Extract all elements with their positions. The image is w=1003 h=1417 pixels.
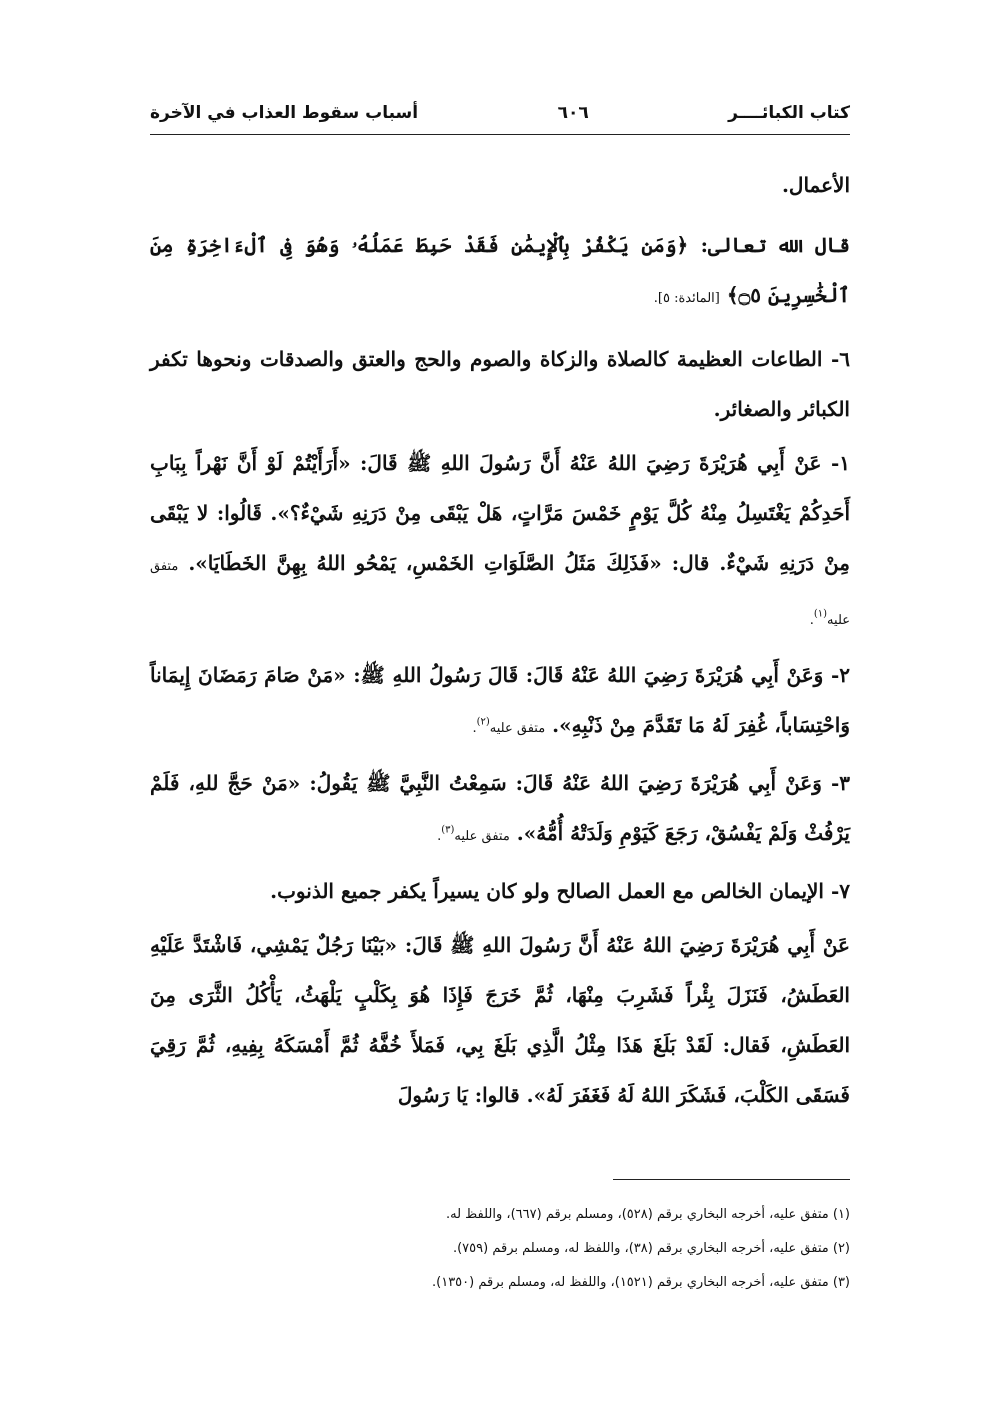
hadith-1: ١- عَنْ أَبِي هُرَيْرَةَ رَضِيَ اللهُ عَنْهُ أَنَّ رَسُولَ اللهِ ﷺ قَالَ: «أَرَأَيْتُمْ لَوْ أَنَّ نَهْراً بِبَابِ أَحَدِكُمْ يَغْتَسِلُ مِنْهُ كُلَّ يَوْمٍ خَمْسَ مَرَّاتٍ، هَلْ يَبْقَى مِنْ دَرَنِهِ شَيْءٌ؟». قَالُوا: لا يَبْقَى مِنْ دَرَنِهِ شَيْءٌ. قال: «فَذَلِكَ مَثَلُ الصَّلَوَاتِ الخَمْسِ، يَمْحُو اللهُ بِهِنَّ الخَطَايَا». متفق عليه$^{(١)}$.	[150, 451, 850, 628]
paragraph-continuation: الأعمال.	[781, 173, 850, 197]
hadith-2-text: ٢- وَعَنْ أَبِي هُرَيْرَةَ رَضِيَ اللهُ عَنْهُ قَالَ: قَالَ رَسُولُ اللهِ ﷺ: «مَنْ صَامَ رَمَضَانَ إِيمَاناً وَاحْتِسَاباً، غُفِرَ لَهُ مَا تَقَدَّمَ مِنْ ذَنْبِهِ».	[150, 663, 850, 737]
footnote-rule	[613, 1179, 850, 1180]
hadith-1-text: ١- عَنْ أَبِي هُرَيْرَةَ رَضِيَ اللهُ عَنْهُ أَنَّ رَسُولَ اللهِ ﷺ قَالَ: «أَرَأَيْتُمْ لَوْ أَنَّ نَهْراً بِبَابِ أَحَدِكُمْ يَغْتَسِلُ مِنْهُ كُلَّ يَوْمٍ خَمْسَ مَرَّاتٍ، هَلْ يَبْقَى مِنْ دَرَنِهِ شَيْءٌ؟». قَالُوا: لا يَبْقَى مِنْ دَرَنِهِ شَيْءٌ. قال: «فَذَلِكَ مَثَلُ الصَّلَوَاتِ الخَمْسِ، يَمْحُو اللهُ بِهِنَّ الخَطَايَا».	[150, 451, 850, 575]
hadith-2-source: متفق عليه	[489, 721, 546, 736]
point-7-heading: ٧- الإيمان الخالص مع العمل الصالح ولو كان يسيراً يكفر جميع الذنوب.	[270, 879, 850, 903]
page-number: ٦٠٦	[557, 103, 589, 123]
footnote-marker-1[interactable]: (١)	[813, 608, 828, 620]
footnote-2: (٢) متفق عليه، أخرجه البخاري برقم (٣٨)، واللفظ له، ومسلم برقم (٧٥٩).	[452, 1241, 850, 1256]
hadith-2: ٢- وَعَنْ أَبِي هُرَيْرَةَ رَضِيَ اللهُ عَنْهُ قَالَ: قَالَ رَسُولُ اللهِ ﷺ: «مَنْ صَامَ رَمَضَانَ إِيمَاناً وَاحْتِسَاباً، غُفِرَ لَهُ مَا تَقَدَّمَ مِنْ ذَنْبِهِ». متفق عليه$^{(٢)}$.	[150, 663, 850, 737]
hadith-3-source: متفق عليه	[454, 829, 510, 844]
quran-verse: ﴿وَمَن يَكْفُرْ بِٱلْإِيمَٰنِ فَقَدْ حَبِطَ عَمَلُهُۥ وَهُوَ فِى ٱلْءَاخِرَةِ مِنَ ٱلْخَٰسِرِينَ ۝٥﴾	[150, 233, 850, 307]
hadith-3-text: ٣- وَعَنْ أَبِي هُرَيْرَةَ رَضِيَ اللهُ عَنْهُ قَالَ: سَمِعْتُ النَّبِيَّ ﷺ يَقُولُ: «مَنْ حَجَّ للهِ، فَلَمْ يَرْفُثْ وَلَمْ يَفْسُقْ، رَجَعَ كَيَوْمِ وَلَدَتْهُ أُمُّهُ».	[150, 771, 850, 845]
book-title: كتاب الكبائــــر	[728, 103, 850, 123]
point-6-heading: ٦- الطاعات العظيمة كالصلاة والزكاة والصوم والحج والعتق والصدقات ونحوها تكفر الكبائر والصغائر.	[150, 347, 850, 421]
hadith-3: ٣- وَعَنْ أَبِي هُرَيْرَةَ رَضِيَ اللهُ عَنْهُ قَالَ: سَمِعْتُ النَّبِيَّ ﷺ يَقُولُ: «مَنْ حَجَّ للهِ، فَلَمْ يَرْفُثْ وَلَمْ يَفْسُقْ، رَجَعَ كَيَوْمِ وَلَدَتْهُ أُمُّهُ». متفق عليه$^{(٣)}$.	[150, 771, 850, 845]
footnote-1: (١) متفق عليه، أخرجه البخاري برقم (٥٢٨)، ومسلم برقم (٦٦٧)، واللفظ له.	[445, 1207, 850, 1222]
hadith-1-source: متفق عليه	[150, 559, 850, 628]
quran-reference: [المائدة: ٥].	[653, 291, 720, 306]
hadith-4	[150, 920, 850, 1120]
footnotes	[150, 1198, 850, 1300]
footnote-marker-3[interactable]: (٣)	[441, 824, 455, 836]
header-rule	[150, 134, 850, 135]
quran-intro: قال الله تعالى:	[700, 233, 850, 257]
running-header	[150, 96, 850, 130]
footnote-marker-2[interactable]: (٢)	[476, 716, 490, 728]
body-text	[150, 160, 850, 1120]
footnote-3: (٣) متفق عليه، أخرجه البخاري برقم (١٥٢١)، واللفظ له، ومسلم برقم (١٣٥٠).	[432, 1275, 850, 1290]
hadith-4-text: عَنْ أَبِي هُرَيْرَةَ رَضِيَ اللهُ عَنْهُ أَنَّ رَسُولَ اللهِ ﷺ قَالَ: «بَيْنَا رَجُلٌ يَمْشِي، فَاشْتَدَّ عَلَيْهِ العَطَشُ، فَنَزَلَ بِئْراً فَشَرِبَ مِنْهَا، ثُمَّ خَرَجَ فَإِذَا هُوَ بِكَلْبٍ يَلْهَثُ، يَأْكُلُ الثَّرَى مِنَ العَطَشِ، فَقال: لَقَدْ بَلَغَ هَذَا مِثْلُ الَّذِي بَلَغَ بِي، فَمَلأَ خُفَّهُ ثُمَّ أَمْسَكَهُ بِفِيهِ، ثُمَّ رَقِيَ فَسَقَى الكَلْبَ، فَشَكَرَ اللهُ لَهُ فَغَفَرَ لَهُ». قالوا: يَا رَسُولَ	[150, 933, 850, 1107]
chapter-title: أسباب سقوط العذاب في الآخرة	[150, 103, 419, 123]
quran-paragraph	[150, 220, 850, 324]
